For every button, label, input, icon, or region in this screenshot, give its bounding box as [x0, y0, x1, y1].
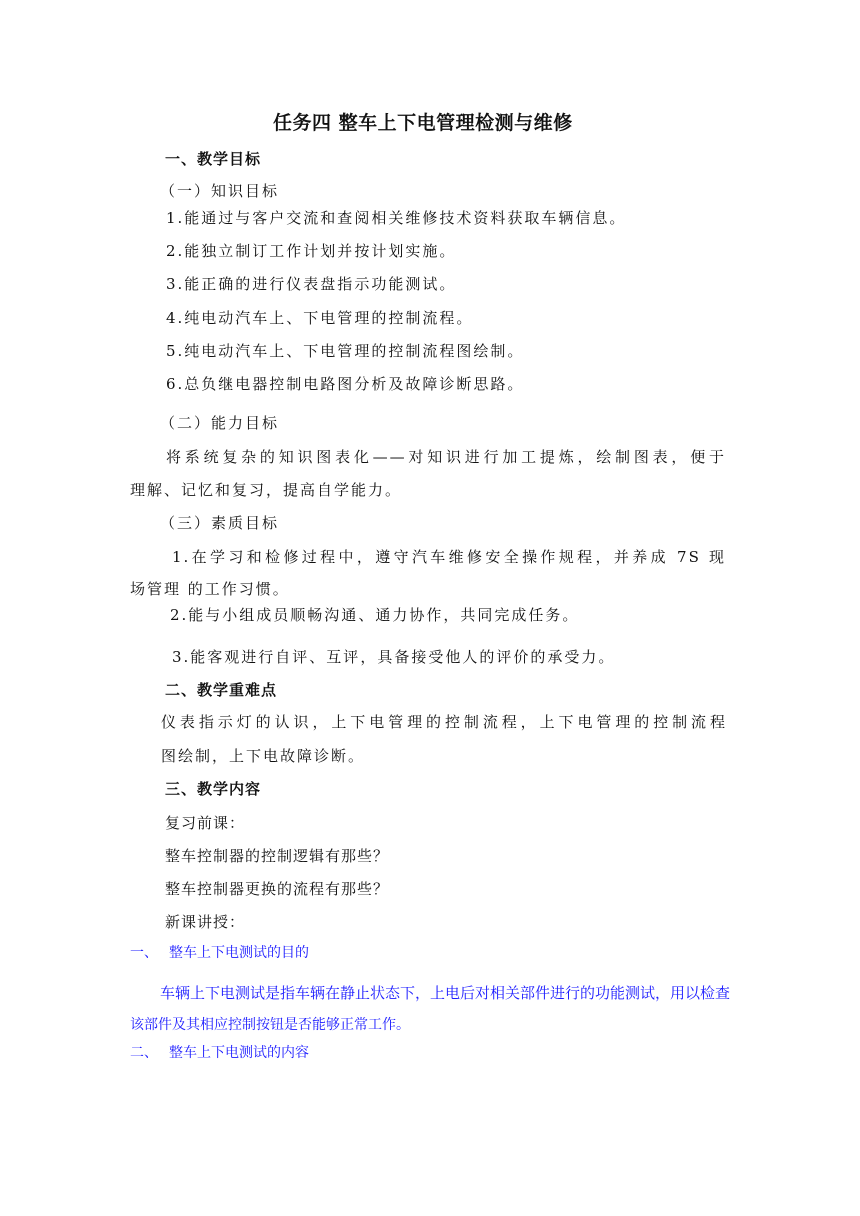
- section-heading-keypoints: 二、教学重难点: [165, 681, 278, 699]
- knowledge-item-2: 2.能独立制订工作计划并按计划实施。: [166, 242, 457, 260]
- new-lesson-label: 新课讲授：: [165, 913, 246, 931]
- section-heading-content: 三、教学内容: [165, 780, 262, 798]
- knowledge-item-5: 5.纯电动汽车上、下电管理的控制流程图绘制。: [166, 342, 525, 360]
- section-heading-objectives: 一、教学目标: [165, 150, 262, 168]
- blue-heading-2-number: 二、: [130, 1045, 158, 1061]
- quality-item-2: 2.能与小组成员顺畅沟通、通力协作，共同完成任务。: [170, 606, 580, 624]
- review-question-2: 整车控制器更换的流程有那些？: [165, 880, 390, 898]
- blue-heading-2-text: 整车上下电测试的内容: [169, 1045, 309, 1061]
- subheading-ability: （二）能力目标: [160, 414, 280, 432]
- knowledge-item-1: 1.能通过与客户交流和查阅相关维修技术资料获取车辆信息。: [166, 209, 627, 227]
- knowledge-item-3: 3.能正确的进行仪表盘指示功能测试。: [166, 275, 457, 293]
- quality-item-1-line2: 场管理 的工作习惯。: [130, 580, 290, 598]
- page-title: 任务四 整车上下电管理检测与维修: [273, 112, 573, 134]
- ability-paragraph-line1: 将系统复杂的知识图表化——对知识进行加工提炼，绘制图表，便于: [166, 448, 726, 466]
- blue-paragraph-line1: 车辆上下电测试是指车辆在静止状态下，上电后对相关部件进行的功能测试，用以检查: [160, 984, 731, 1002]
- blue-heading-1-text: 整车上下电测试的目的: [169, 945, 309, 961]
- subheading-knowledge: （一）知识目标: [160, 182, 280, 200]
- blue-paragraph-line2: 该部件及其相应控制按钮是否能够正常工作。: [130, 1017, 410, 1033]
- quality-item-3: 3.能客观进行自评、互评，具备接受他人的评价的承受力。: [172, 648, 616, 666]
- review-label: 复习前课：: [165, 814, 246, 832]
- ability-paragraph-line2: 理解、记忆和复习，提高自学能力。: [130, 481, 403, 499]
- keypoints-line1: 仪表指示灯的认识，上下电管理的控制流程，上下电管理的控制流程: [161, 713, 727, 731]
- review-question-1: 整车控制器的控制逻辑有那些？: [165, 847, 390, 865]
- knowledge-item-4: 4.纯电动汽车上、下电管理的控制流程。: [166, 309, 474, 327]
- subheading-quality: （三）素质目标: [160, 514, 280, 532]
- quality-item-1-line1: 1.在学习和检修过程中，遵守汽车维修安全操作规程，并养成 7S 现: [172, 548, 726, 566]
- blue-heading-1-number: 一、: [130, 945, 158, 961]
- keypoints-line2: 图绘制，上下电故障诊断。: [161, 747, 366, 765]
- knowledge-item-6: 6.总负继电器控制电路图分析及故障诊断思路。: [166, 375, 525, 393]
